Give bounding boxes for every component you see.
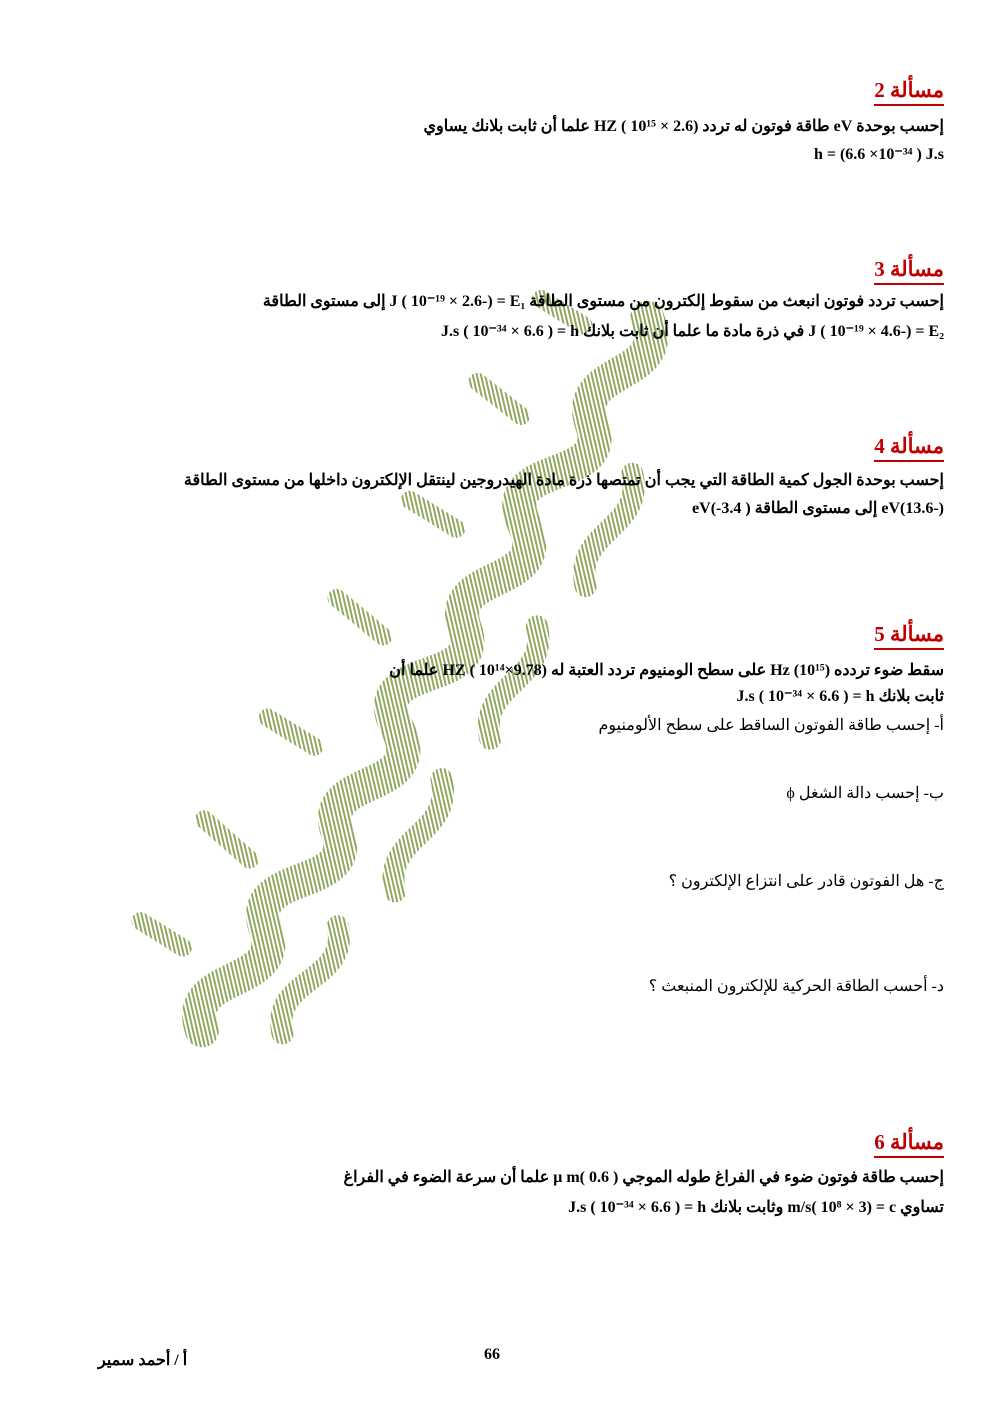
problem-text-line: (-13.6)eV إلى مستوى الطاقة eV(-3.4 ) <box>692 500 944 517</box>
problem-text-line: إحسب طاقة فوتون ضوء في الفراغ طوله الموجي μ m( 0.6 ) علما أن سرعة الضوء في الفراغ <box>343 1169 944 1186</box>
problem-text-line: سقط ضوء تردده Hz (10¹⁵) على سطح الومنيوم تردد العتبة له HZ ( 10¹⁴×9.78) علما أن <box>389 662 944 679</box>
problem-heading: مسألة 5 <box>874 622 944 650</box>
author-name: أ / أحمد سمير <box>98 1352 188 1369</box>
problem-part: ج- هل الفوتون قادر على انتزاع الإلكترون ؟ <box>668 873 944 890</box>
problem-heading: مسألة 6 <box>874 1130 944 1158</box>
problem-heading: مسألة 4 <box>874 434 944 462</box>
problem-text-line: إحسب بوحدة eV طاقة فوتون له تردد HZ ( 10¹⁵ × 2.6) علما أن ثابت بلانك يساوي <box>423 118 944 135</box>
problem-text-line: إحسب بوحدة الجول كمية الطاقة التي يجب أن تمتصها ذرة مادة الهيدروجين لينتقل الإلكترون داخلها من مستوى الطاقة <box>183 472 944 489</box>
problem-text-line: تساوي m/s( 10⁸ × 3) = c وثابت بلانك J.s ( 10⁻³⁴ × 6.6 ) = h <box>568 1199 944 1216</box>
problem-heading: مسألة 3 <box>874 257 944 285</box>
problem-text-line: h = (6.6 ×10⁻³⁴ ) J.s <box>813 146 944 163</box>
watermark-logo <box>90 240 810 1140</box>
problem-text-line: J ( 10⁻¹⁹ × 4.6-) = E₂ في ذرة مادة ما علما أن ثابت بلانك J.s ( 10⁻³⁴ × 6.6 ) = h <box>440 323 944 340</box>
problem-part: د- أحسب الطاقة الحركية للإلكترون المنبعث ؟ <box>648 978 944 995</box>
problem-heading: مسألة 2 <box>874 78 944 106</box>
problem-text-line: إحسب تردد فوتون انبعث من سقوط إلكترون من مستوى الطاقة J ( 10⁻¹⁹ × 2.6-) = E₁ إلى مستوى الطاقة <box>262 293 944 310</box>
problem-part: أ- إحسب طاقة الفوتون الساقط على سطح الألومنيوم <box>598 717 944 734</box>
problem-text-line: ثابت بلانك J.s ( 10⁻³⁴ × 6.6 ) = h <box>736 688 944 705</box>
page-number: 66 <box>484 1346 500 1363</box>
problem-part: ب- إحسب دالة الشغل ϕ <box>786 785 944 802</box>
